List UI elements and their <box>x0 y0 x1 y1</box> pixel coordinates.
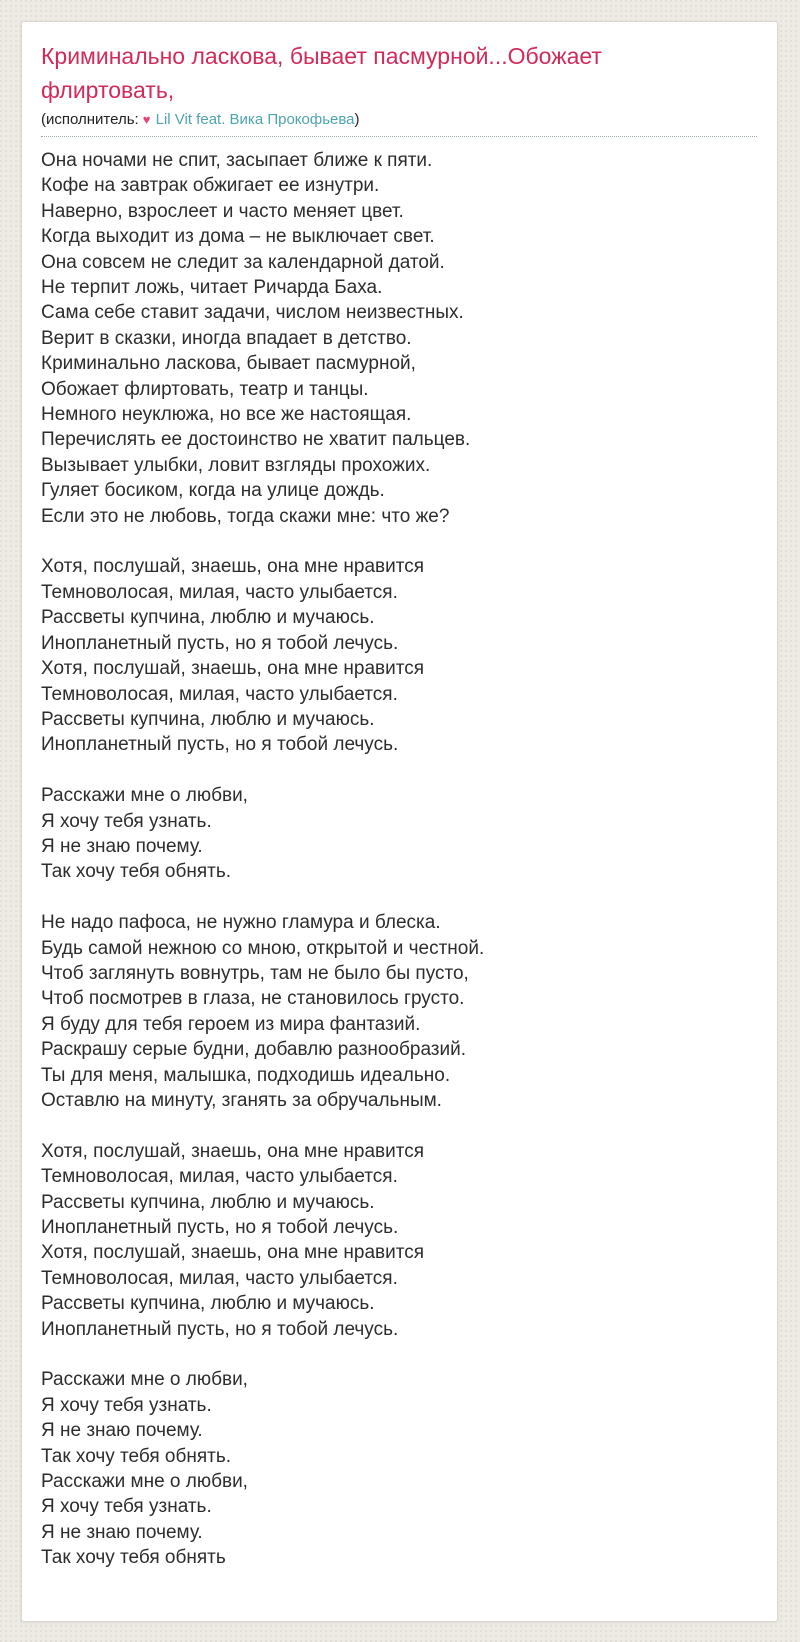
lyrics-line: Если это не любовь, тогда скажи мне: что же? <box>41 505 450 527</box>
lyrics-line: Темноволосая, милая, часто улыбается. <box>41 1267 398 1289</box>
heart-icon: ♥ <box>142 112 151 127</box>
artist-line <box>41 110 757 137</box>
lyrics-line: Сама себе ставит задачи, числом неизвестных. <box>41 302 464 324</box>
lyrics-line: Рассветы купчина, люблю и мучаюсь. <box>41 607 375 629</box>
lyrics-line: Гуляет босиком, когда на улице дождь. <box>41 480 385 502</box>
lyrics-line: Инопланетный пусть, но я тобой лечусь. <box>41 1318 399 1340</box>
lyrics-line: Инопланетный пусть, но я тобой лечусь. <box>41 632 399 654</box>
lyrics-line <box>41 1113 757 1138</box>
lyrics-line: Хотя, послушай, знаешь, она мне нравится <box>41 556 425 578</box>
lyrics-line: Ты для меня, малышка, подходишь идеально. <box>41 1064 451 1086</box>
lyrics-line: Расскажи мне о любви, <box>41 785 248 807</box>
lyrics-line: Я не знаю почему. <box>41 835 203 857</box>
lyrics-line: Я не знаю почему. <box>41 1521 203 1543</box>
lyrics-line: Обожает флиртовать, театр и танцы. <box>41 378 369 400</box>
lyrics <box>41 148 757 1571</box>
lyrics-line: Темноволосая, милая, часто улыбается. <box>41 1166 398 1188</box>
lyrics-line: Я хочу тебя узнать. <box>41 810 212 832</box>
lyrics-line: Немного неуклюжа, но все же настоящая. <box>41 404 412 426</box>
lyrics-line: Криминально ласкова, бывает пасмурной, <box>41 353 416 375</box>
lyrics-line <box>41 1342 757 1367</box>
lyrics-line: Инопланетный пусть, но я тобой лечусь. <box>41 734 399 756</box>
lyrics-line: Темноволосая, милая, часто улыбается. <box>41 581 398 603</box>
lyrics-line: Темноволосая, милая, часто улыбается. <box>41 683 398 705</box>
lyrics-line: Я не знаю почему. <box>41 1420 203 1442</box>
lyrics-line: Чтоб посмотрев в глаза, не становилось грусто. <box>41 988 465 1010</box>
artist-suffix: ) <box>354 111 360 128</box>
lyrics-line: Я хочу тебя узнать. <box>41 1496 212 1518</box>
page-title: Криминально ласкова, бывает пасмурной...Обожает флиртовать, <box>41 43 602 103</box>
lyrics-line: Когда выходит из дома – не выключает свет. <box>41 226 435 248</box>
lyrics-line: Кофе на завтрак обжигает ее изнутри. <box>41 175 380 197</box>
lyrics-line: Она совсем не следит за календарной датой. <box>41 251 445 273</box>
lyrics-line: Я хочу тебя узнать. <box>41 1394 212 1416</box>
lyrics-line: Будь самой нежною со мною, открытой и честной. <box>41 937 485 959</box>
lyrics-line: Хотя, послушай, знаешь, она мне нравится <box>41 658 425 680</box>
lyrics-line: Расскажи мне о любви, <box>41 1369 248 1391</box>
lyrics-line: Рассветы купчина, люблю и мучаюсь. <box>41 1293 375 1315</box>
lyrics-line <box>41 758 757 783</box>
lyrics-line: Раскрашу серые будни, добавлю разнообразий. <box>41 1039 467 1061</box>
artist-link[interactable]: Lil Vit feat. Вика Прокофьева <box>155 111 355 128</box>
artist-label: (исполнитель: <box>41 111 139 128</box>
lyrics-line: Так хочу тебя обнять <box>41 1547 226 1569</box>
lyrics-line: Инопланетный пусть, но я тобой лечусь. <box>41 1217 399 1238</box>
lyrics-line: Наверно, взрослеет и часто меняет цвет. <box>41 200 404 222</box>
lyrics-line: Оставлю на минуту, зганять за обручальным. <box>41 1089 442 1111</box>
lyrics-line: Верит в сказки, иногда впадает в детство. <box>41 327 412 349</box>
lyrics-line: Так хочу тебя обнять. <box>41 861 232 883</box>
lyrics-line <box>41 885 757 910</box>
lyrics-line: Так хочу тебя обнять. <box>41 1445 232 1467</box>
lyrics-line: Не терпит ложь, читает Ричарда Баха. <box>41 277 383 299</box>
lyrics-card <box>21 21 778 1622</box>
lyrics-line: Вызывает улыбки, ловит взгляды прохожих. <box>41 454 431 476</box>
lyrics-line: Перечислять ее достоинство не хватит пальцев. <box>41 429 471 451</box>
lyrics-line: Расскажи мне о любви, <box>41 1471 248 1493</box>
lyrics-line: Она ночами не спит, засыпает ближе к пяти. <box>41 150 433 171</box>
lyrics-line: Хотя, послушай, знаешь, она мне нравится <box>41 1140 425 1162</box>
lyrics-line: Хотя, послушай, знаешь, она мне нравится <box>41 1242 425 1264</box>
lyrics-line: Не надо пафоса, не нужно гламура и блеска. <box>41 912 441 934</box>
lyrics-line: Чтоб заглянуть вовнутрь, там не было бы пусто, <box>41 962 469 984</box>
lyrics-line: Рассветы купчина, люблю и мучаюсь. <box>41 708 375 730</box>
lyrics-line: Рассветы купчина, люблю и мучаюсь. <box>41 1191 375 1213</box>
lyrics-line <box>41 529 757 554</box>
lyrics-line: Я буду для тебя героем из мира фантазий. <box>41 1013 421 1035</box>
